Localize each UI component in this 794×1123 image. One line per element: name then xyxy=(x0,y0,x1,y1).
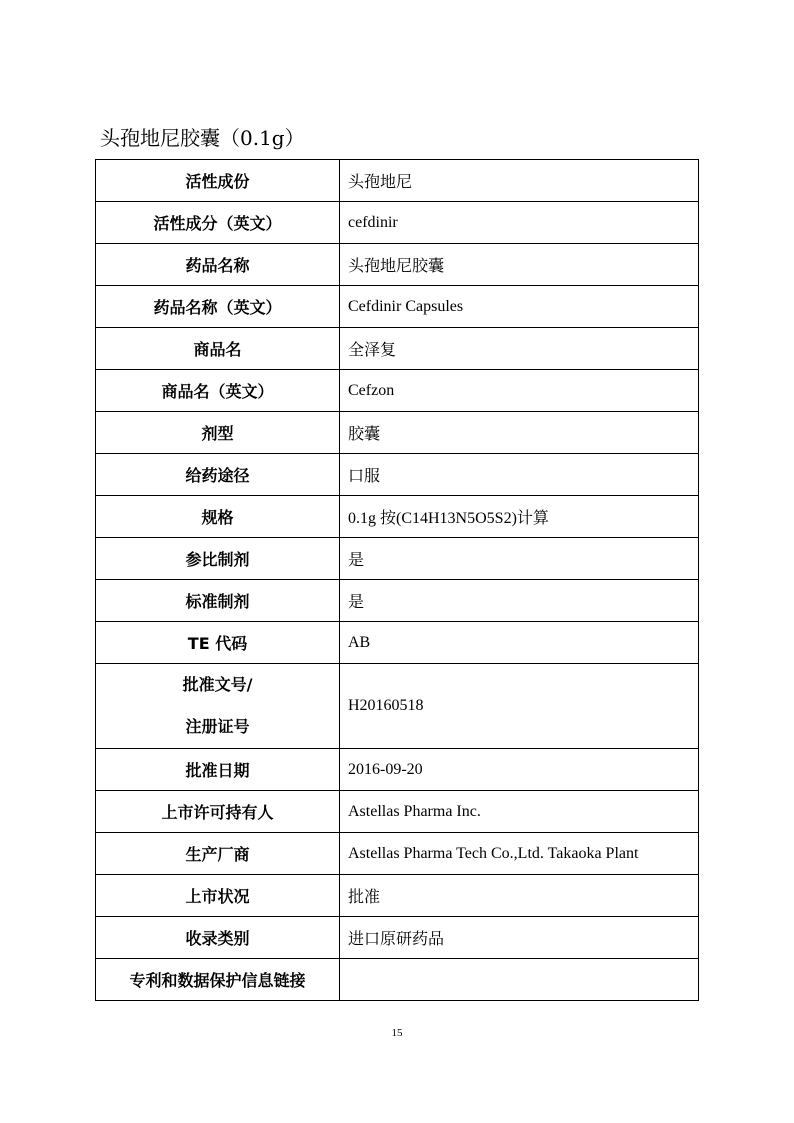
row-value: 批准 xyxy=(340,875,699,917)
row-label: 活性成份 xyxy=(96,160,340,202)
table-row xyxy=(96,496,699,538)
row-value: H20160518 xyxy=(340,664,699,749)
row-label xyxy=(96,664,340,749)
row-label: 活性成分（英文） xyxy=(96,202,340,244)
table-row xyxy=(96,538,699,580)
row-value: 头孢地尼胶囊 xyxy=(340,244,699,286)
row-value: 进口原研药品 xyxy=(340,917,699,959)
table-row xyxy=(96,160,699,202)
row-label-line: 注册证号 xyxy=(185,717,250,736)
row-label: 生产厂商 xyxy=(96,833,340,875)
row-value xyxy=(340,959,699,1001)
table-row xyxy=(96,749,699,791)
row-value: Astellas Pharma Inc. xyxy=(340,791,699,833)
table-row xyxy=(96,875,699,917)
row-value: AB xyxy=(340,622,699,664)
row-label: 药品名称（英文） xyxy=(96,286,340,328)
table-row xyxy=(96,286,699,328)
row-value: 头孢地尼 xyxy=(340,160,699,202)
page-number: 15 xyxy=(391,1027,403,1039)
table-row xyxy=(96,664,699,749)
row-label-line: 批准文号/ xyxy=(182,675,253,694)
row-value: 口服 xyxy=(340,454,699,496)
row-label: 商品名 xyxy=(96,328,340,370)
table-row xyxy=(96,454,699,496)
document-title: 头孢地尼胶囊（0.1g） xyxy=(100,126,305,150)
row-label: 专利和数据保护信息链接 xyxy=(96,959,340,1001)
row-label: 参比制剂 xyxy=(96,538,340,580)
row-label: 标准制剂 xyxy=(96,580,340,622)
row-value: 是 xyxy=(340,580,699,622)
row-value: cefdinir xyxy=(340,202,699,244)
row-label: 上市状况 xyxy=(96,875,340,917)
row-value: 0.1g 按(C14H13N5O5S2)计算 xyxy=(340,496,699,538)
drug-info-table xyxy=(95,159,699,1001)
table-row xyxy=(96,412,699,454)
table-row xyxy=(96,622,699,664)
row-label: 收录类别 xyxy=(96,917,340,959)
table-row xyxy=(96,833,699,875)
table-row xyxy=(96,370,699,412)
row-value: 全泽复 xyxy=(340,328,699,370)
row-label: TE 代码 xyxy=(96,622,340,664)
row-value: 是 xyxy=(340,538,699,580)
row-label: 上市许可持有人 xyxy=(96,791,340,833)
row-value: 胶囊 xyxy=(340,412,699,454)
row-label: 给药途径 xyxy=(96,454,340,496)
table-row xyxy=(96,959,699,1001)
row-value: Cefdinir Capsules xyxy=(340,286,699,328)
table-row xyxy=(96,791,699,833)
row-label: 药品名称 xyxy=(96,244,340,286)
table-row xyxy=(96,917,699,959)
table-row xyxy=(96,328,699,370)
row-label: 商品名（英文） xyxy=(96,370,340,412)
row-value: 2016-09-20 xyxy=(340,749,699,791)
row-label: 规格 xyxy=(96,496,340,538)
row-label: 批准日期 xyxy=(96,749,340,791)
table-row xyxy=(96,580,699,622)
row-value: Cefzon xyxy=(340,370,699,412)
table-row xyxy=(96,202,699,244)
row-label: 剂型 xyxy=(96,412,340,454)
table-row xyxy=(96,244,699,286)
row-value: Astellas Pharma Tech Co.,Ltd. Takaoka Plant xyxy=(340,833,699,875)
